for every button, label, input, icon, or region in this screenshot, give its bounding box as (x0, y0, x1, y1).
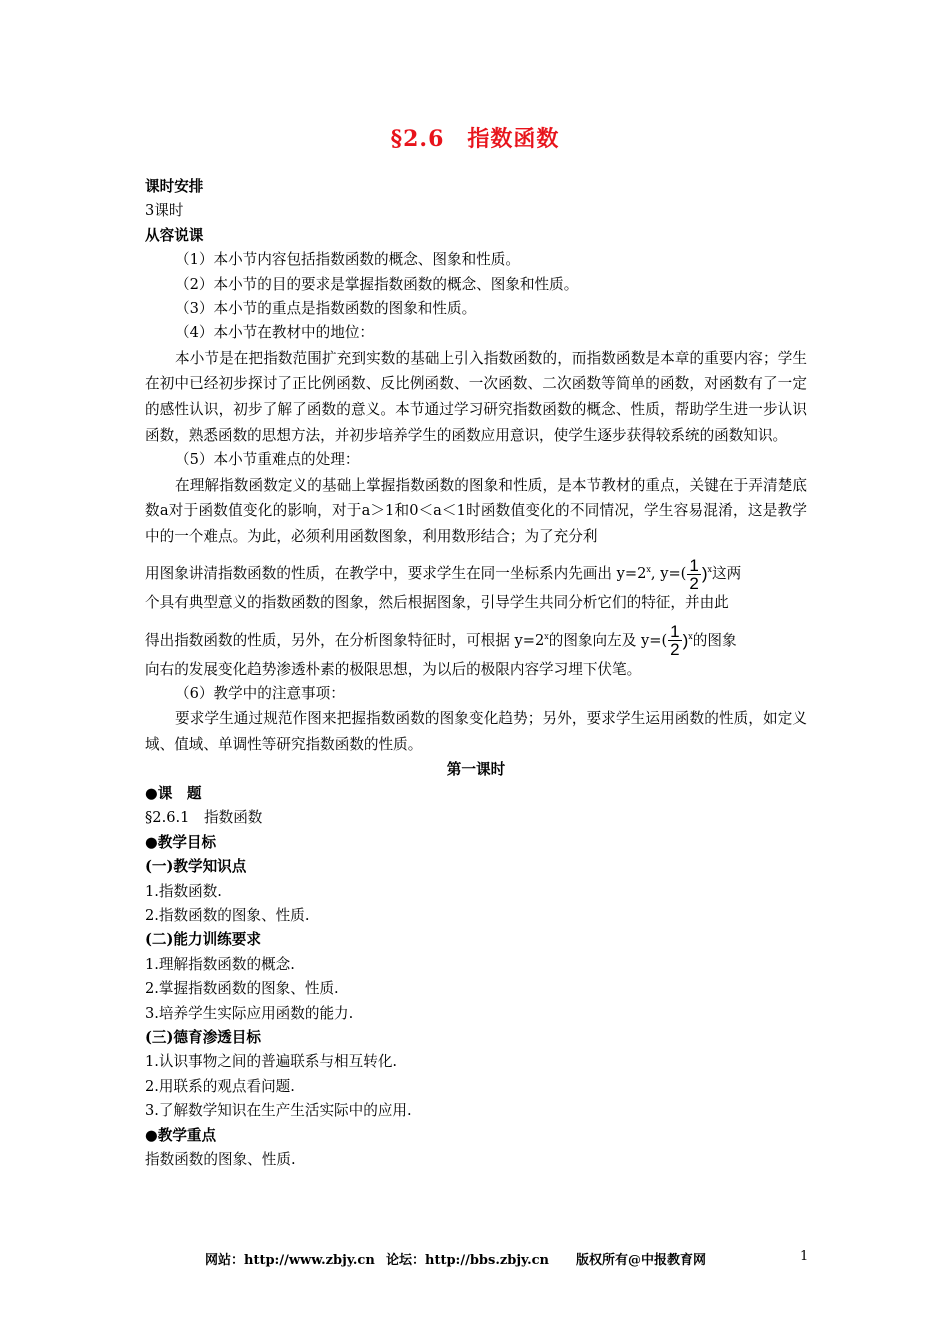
intro-item: （1）本小节内容包括指数函数的概念、图象和性质。 (175, 251, 520, 269)
goal-item: 1.认识事物之间的普遍联系与相互转化. (145, 1053, 398, 1071)
formula-line (145, 549, 807, 591)
goal-subheading: (一)教学知识点 (145, 858, 247, 876)
intro-item: （5）本小节重难点的处理： (175, 451, 360, 469)
text-run: 得出指数函数的性质，另外，在分析图象特征时，可根据 y=2 (145, 631, 545, 649)
exponent: x (688, 631, 693, 641)
goals-heading: ●教学目标 (145, 833, 217, 851)
key-heading: ●教学重点 (145, 1126, 217, 1144)
intro-item: （4）本小节在教材中的地位： (175, 324, 375, 342)
text-run: 这两 (712, 565, 742, 583)
fraction (687, 557, 700, 592)
footer-forum-link[interactable]: 论坛：http://bbs.zbjy.cn (386, 1253, 550, 1268)
key-value: 指数函数的图象、性质. (145, 1150, 296, 1168)
text-run: 的图象向左及 y=( (548, 631, 668, 649)
text-line: 个具有典型意义的指数函数的图象，然后根据图象，引导学生共同分析它们的特征，并由此 (145, 594, 729, 612)
exponent: x (544, 631, 549, 641)
fraction-denominator: 2 (689, 573, 699, 593)
page-number: 1 (800, 1249, 809, 1264)
paren-close: ) (701, 564, 708, 584)
page-title: §2.6 指数函数 (390, 126, 560, 152)
schedule-value: 3课时 (145, 202, 184, 220)
goal-item: 3.了解数学知识在生产生活实际中的应用. (145, 1102, 412, 1120)
text-run: 用图象讲清指数函数的性质，在教学中，要求学生在同一坐标系内先画出 y=2 (145, 565, 647, 583)
lesson-title: 第一课时 (446, 760, 506, 778)
fraction (668, 623, 681, 658)
intro-item: （3）本小节的重点是指数函数的图象和性质。 (175, 299, 477, 317)
exponent: x (646, 565, 651, 575)
goal-item: 2.掌握指数函数的图象、性质. (145, 980, 339, 998)
goal-item: 2.指数函数的图象、性质. (145, 906, 310, 924)
goal-item: 3.培养学生实际应用函数的能力. (145, 1004, 354, 1022)
formula-line (145, 616, 807, 658)
fraction-denominator: 2 (670, 640, 680, 660)
section-heading-schedule: 课时安排 (145, 178, 204, 195)
intro-item: （6）教学中的注意事项： (175, 685, 345, 703)
goal-item: 1.指数函数. (145, 882, 222, 900)
text-line: 向右的发展变化趋势渗透朴素的极限思想，为以后的极限内容学习埋下伏笔。 (145, 660, 642, 678)
fraction-numerator: 1 (670, 622, 680, 642)
goal-subheading: (二)能力训练要求 (145, 931, 261, 949)
goal-item: 1.理解指数函数的概念. (145, 955, 295, 973)
paren-close: ) (682, 630, 689, 650)
footer-site-link[interactable]: 网站：http://www.zbjy.cn (205, 1253, 375, 1268)
footer-copyright: 版权所有@中报教育网 (576, 1253, 707, 1268)
paragraph-notes: 要求学生通过规范作图来把握指数函数的图象变化趋势；另外，要求学生运用函数的性质，如定义域、值域、单调性等研究指数函数的性质。 (145, 710, 807, 754)
section-heading-intro: 从容说课 (145, 226, 204, 244)
fraction-numerator: 1 (689, 555, 699, 575)
document-body (145, 175, 807, 1172)
goal-subheading: (三)德育渗透目标 (145, 1028, 261, 1046)
intro-item: （2）本小节的目的要求是掌握指数函数的概念、图象和性质。 (175, 275, 579, 293)
goal-item: 2.用联系的观点看问题. (145, 1077, 295, 1095)
paragraph-status: 本小节是在把指数范围扩充到实数的基础上引入指数函数的，而指数函数是本章的重要内容；学生在初中已经初步探讨了正比例函数、反比例函数、一次函数、二次函数等简单的函数，对函数有了一定的感性认识，初步了解了函数的意义。本节通过学习研究指数函数的概念、性质，帮助学生进一步认识函数，熟悉函数的思想方法，并初步培养学生的函数应用意识，使学生逐步获得较系统的函数知识。 (145, 349, 807, 444)
paragraph-difficulty: 在理解指数函数定义的基础上掌握指数函数的图象和性质，是本节教材的重点，关键在于弄清楚底数a对于函数值变化的影响，对于a＞1和0＜a＜1时函数值变化的不同情况，学生容易混淆，这是教学中的一个难点。为此，必须利用函数图象，利用数形结合；为了充分利 (145, 476, 807, 545)
text-run: 的图象 (692, 631, 737, 649)
exponent: x (707, 565, 713, 575)
topic-heading: ●课 题 (145, 785, 202, 803)
topic-value: §2.6.1 指数函数 (145, 809, 263, 827)
text-run: , y=( (650, 565, 687, 583)
